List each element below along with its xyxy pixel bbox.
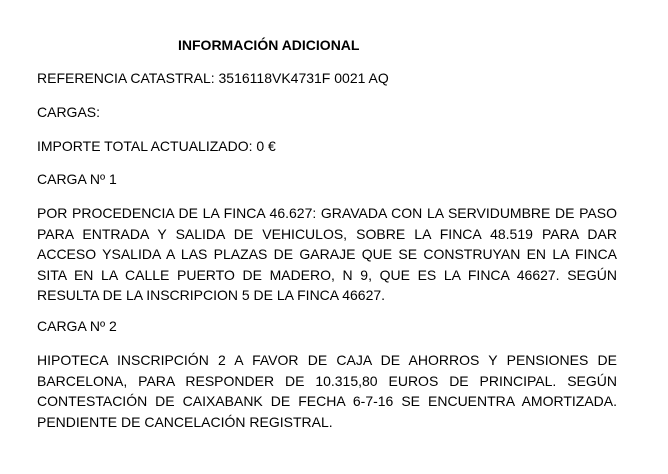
importe-total: IMPORTE TOTAL ACTUALIZADO: 0 € bbox=[37, 138, 276, 154]
carga-2-text: HIPOTECA INSCRIPCIÓN 2 A FAVOR DE CAJA DE AHORROS Y PENSIONES DE BARCELONA, PARA RESPONDER DE 10.315,80 EUROS DE PRINCIPAL. SEGÚN CONTESTACIÓN DE CAIXABANK DE FECHA 6-7-16 SE ENCUENTRA AMORTIZADA. PENDIENTE DE CANCELACIÓN REGISTRAL. bbox=[37, 352, 617, 430]
referencia-catastral: REFERENCIA CATASTRAL: 3516118VK4731F 0021 AQ bbox=[37, 70, 389, 86]
carga-1-heading: CARGA Nº 1 bbox=[37, 171, 117, 187]
cargas-label: CARGAS: bbox=[37, 104, 101, 120]
document-title: INFORMACIÓN ADICIONAL bbox=[178, 37, 360, 53]
carga-1-text: POR PROCEDENCIA DE LA FINCA 46.627: GRAVADA CON LA SERVIDUMBRE DE PASO PARA ENTRADA Y SALIDA DE VEHICULOS, SOBRE LA FINCA 48.519 PARA DAR ACCESO YSALIDA A LAS PLAZAS DE GARAJE QUE SE CONSTRUYAN EN LA FINCA SITA EN LA CALLE PUERTO DE MADERO, N 9, QUE ES LA FINCA 46627. SEGÚN RESULTA DE LA INSCRIPCION 5 DE LA FINCA 46627. bbox=[37, 205, 617, 303]
carga-2-heading: CARGA Nº 2 bbox=[37, 318, 117, 334]
